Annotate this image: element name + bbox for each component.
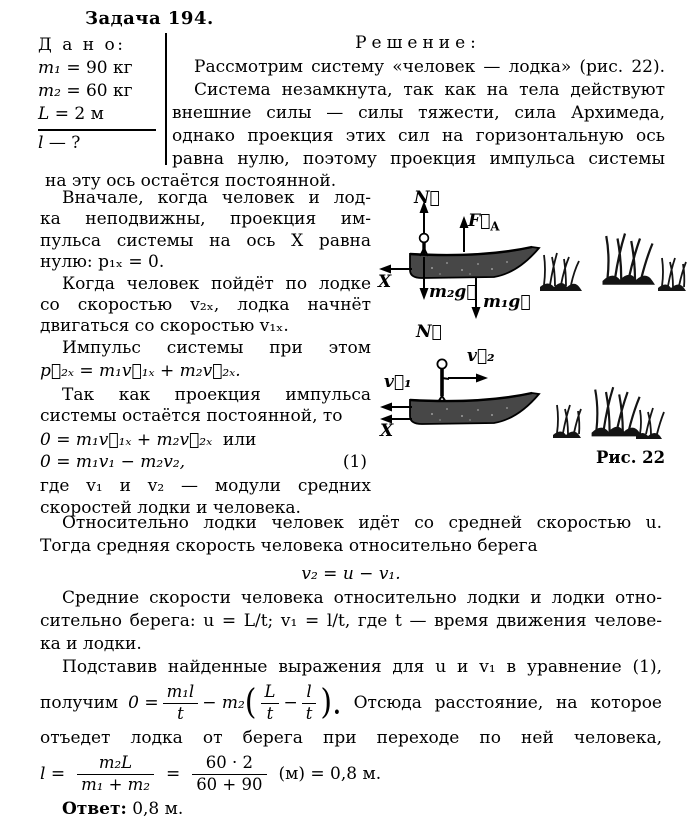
- label-velocity-v1: v⃗₁: [384, 372, 412, 392]
- shore-grass-bottom: [553, 387, 664, 439]
- solution-intro: [172, 56, 665, 171]
- paragraph-line: Средние скорости человека относительно лодки и лодки отно-: [62, 588, 662, 608]
- paragraph-line: где v₁ и v₂ — модули средних: [40, 476, 371, 497]
- close-paren: ).: [320, 682, 342, 723]
- equation-1: 0 = m₁v₁ − m₂v₂, (1): [40, 451, 367, 472]
- given-item: L = 2 м: [38, 104, 104, 124]
- label-gravity-m1: m₁g⃗: [483, 292, 531, 312]
- paragraph-line: Когда человек пойдёт по лодке: [62, 273, 371, 294]
- paragraph-line: Система незамкнута, так как на тела действуют: [194, 80, 665, 100]
- substitution-equation: получим 0 = $\frac{\text{m₁l}}{t}$ − m₂ ( $\frac{L}{t}$ − $\frac{l}{t}$ ). Отсюда расстояние, на которое: [40, 682, 662, 723]
- answer-value: 0,8 м.: [132, 799, 184, 819]
- paragraph-line: однако проекция этих сил на горизонтальную ось: [172, 126, 665, 146]
- figure-caption: Рис. 22: [596, 448, 666, 467]
- relative-velocity-formula: v₂ = u − v₁.: [301, 564, 401, 584]
- paragraph-line: нулю: p₁ₓ = 0.: [40, 252, 165, 273]
- given-divider: [38, 129, 156, 131]
- page-title: Задача 194.: [85, 8, 214, 29]
- boat-hull-bottom: [410, 393, 539, 424]
- paragraph-line: равна нулю, поэтому проекция импульса системы: [172, 149, 665, 169]
- given-label: Д а н о:: [38, 35, 126, 55]
- figure-boat-diagram: [372, 190, 696, 470]
- fraction: $\frac{\text{m₁l}}{t}$: [163, 683, 199, 723]
- momentum-formula: p⃗₂ₓ = m₁v⃗₁ₓ + m₂v⃗₂ₓ.: [40, 361, 241, 382]
- paragraph-line: внешние силы — силы тяжести, сила Архимеда,: [172, 103, 665, 123]
- equation-projection: 0 = m₁v⃗₁ₓ + m₂v⃗₂ₓ или: [40, 430, 257, 451]
- boat-hull-top: [410, 247, 539, 278]
- given-item: m₂ = 60 кг: [38, 81, 133, 101]
- fraction: $\frac{L}{t}$: [261, 683, 280, 723]
- person-standing-top: [420, 234, 429, 256]
- given-box: [38, 33, 167, 165]
- equation-number: (1): [342, 451, 367, 472]
- answer-line: [62, 798, 662, 820]
- fraction: $\frac{l}{t}$: [302, 683, 317, 723]
- paragraph-line: Рассмотрим систему «человек — лодка» (рис. 22).: [194, 57, 665, 77]
- paragraph-line: на эту ось остаётся постоянной.: [45, 171, 337, 191]
- given-item: m₁ = 90 кг: [38, 58, 133, 78]
- paragraph-line: ка неподвижны, проекция им-: [40, 209, 371, 230]
- fraction: $\frac{60 \cdot 2}{60 + 90}$: [192, 754, 266, 794]
- label-gravity-m2: m₂g⃗: [429, 282, 477, 302]
- paragraph-line: сительно берега: u = L/t; v₁ = l/t, где t — время движения челове-: [40, 611, 662, 631]
- label-velocity-v2: v⃗₂: [467, 346, 495, 366]
- fraction: $\frac{\text{m₂L}}{\text{m₁ + m₂}}$: [77, 754, 154, 794]
- label-x-axis-bottom: X: [380, 421, 394, 441]
- paragraph-line: отъедет лодка от берега при переходе по ней человека,: [40, 728, 662, 748]
- solution-heading: Решение:: [355, 33, 481, 53]
- paragraph-line: со скоростью v₂ₓ, лодка начнёт: [40, 295, 371, 316]
- open-paren: (: [244, 682, 257, 723]
- paragraph-line: Относительно лодки человек идёт со средней скоростью u.: [62, 513, 662, 533]
- paragraph-line: Тогда средняя скорость человека относительно берега: [40, 536, 538, 556]
- solution-left-column: [40, 188, 371, 519]
- paragraph-line: ка и лодки.: [40, 634, 142, 654]
- paragraph-line: системы остаётся постоянной, то: [40, 406, 343, 427]
- label-normal-force-top: N⃗: [414, 188, 440, 208]
- result-equation: l = $\frac{\text{m₂L}}{\text{m₁ + m₂}}$ = $\frac{60 \cdot 2}{60 + 90}$ (м) = 0,8 м.: [40, 753, 382, 794]
- paragraph-line: двигаться со скоростью v₁ₓ.: [40, 316, 289, 337]
- answer-label: Ответ:: [62, 799, 127, 819]
- person-standing-bottom: [437, 359, 449, 402]
- paragraph-line: Импульс системы при этом: [62, 337, 371, 358]
- paragraph-line: Так как проекция импульса: [62, 384, 371, 405]
- label-x-axis-top: X: [378, 272, 392, 292]
- shore-grass-top: [540, 234, 686, 292]
- given-find: l — ?: [38, 133, 81, 153]
- velocity-v2-arrow: [448, 374, 488, 383]
- solution-bottom-section: [40, 512, 662, 820]
- label-normal-force-bottom: N⃗: [416, 322, 442, 342]
- paragraph-line: пульса системы на ось X равна: [40, 230, 371, 251]
- velocity-v1-arrow: [380, 403, 412, 412]
- paragraph-line: скоростей лодки и человека.: [40, 497, 301, 518]
- paragraph-line: Вначале, когда человек и лод-: [62, 188, 371, 208]
- label-archimedes-force: $F⃗_A$: [468, 211, 500, 234]
- paragraph-line: Подставив найденные выражения для u и v₁ в уравнение (1),: [62, 657, 662, 677]
